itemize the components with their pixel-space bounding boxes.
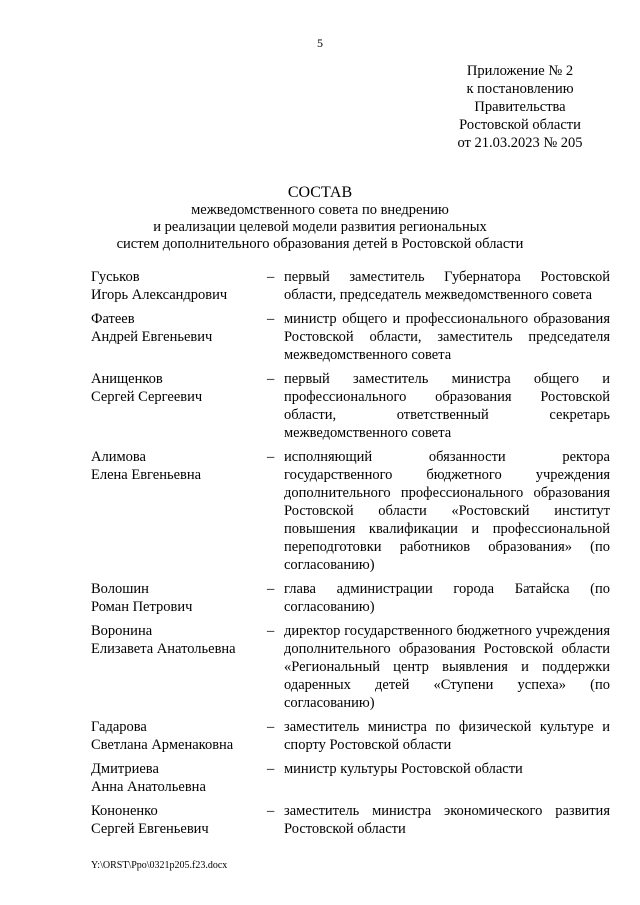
member-dash: – — [267, 581, 275, 597]
subtitle-line: систем дополнительного образования детей в Ростовской области — [116, 236, 524, 252]
file-path-footer: Y:\ORST\Ppo\0321p205.f23.docx — [91, 860, 228, 871]
appendix-block — [440, 62, 600, 152]
subtitle-line: и реализации целевой модели развития региональных — [153, 219, 487, 235]
member-dash: – — [267, 761, 275, 777]
member-dash: – — [267, 371, 275, 387]
member-name — [91, 268, 267, 304]
member-role: директор государственного бюджетного учреждения дополнительного образования Ростовской области «Региональный центр выявления и поддержки одаренных детей «Ступени успеха» (по согласованию) — [284, 623, 610, 711]
member-surname: Гуськов — [91, 269, 140, 285]
member-given-name: Сергей Сергеевич — [91, 389, 203, 405]
member-name — [91, 310, 267, 346]
member-surname: Волошин — [91, 581, 149, 597]
member-given-name: Андрей Евгеньевич — [91, 329, 213, 345]
page-number: 5 — [317, 36, 323, 50]
member-given-name: Игорь Александрович — [91, 287, 228, 303]
member-name — [91, 718, 267, 754]
member-given-name: Сергей Евгеньевич — [91, 821, 209, 837]
member-role: заместитель министра экономического развития Ростовской области — [284, 803, 610, 837]
member-name — [91, 448, 267, 484]
member-row — [91, 760, 610, 796]
member-name — [91, 802, 267, 838]
member-role: первый заместитель министра общего и профессионального образования Ростовской области, ответственный секретарь межведомственного совета — [284, 371, 610, 441]
member-dash: – — [267, 449, 275, 465]
member-role: глава администрации города Батайска (по согласованию) — [284, 581, 610, 615]
member-row — [91, 370, 610, 442]
member-dash: – — [267, 803, 275, 819]
member-given-name: Анна Анатольевна — [91, 779, 206, 795]
members-list — [91, 268, 610, 838]
member-role: министр культуры Ростовской области — [284, 761, 523, 777]
member-dash: – — [267, 269, 275, 285]
member-given-name: Светлана Арменаковна — [91, 737, 234, 753]
member-given-name: Роман Петрович — [91, 599, 193, 615]
member-given-name: Елена Евгеньевна — [91, 467, 202, 483]
member-surname: Фатеев — [91, 311, 135, 327]
member-surname: Анищенков — [91, 371, 163, 387]
member-name — [91, 580, 267, 616]
member-surname: Дмитриева — [91, 761, 159, 777]
appendix-line: Приложение № 2 — [466, 63, 574, 79]
member-role: первый заместитель Губернатора Ростовской области, председатель межведомственного совета — [284, 269, 610, 303]
appendix-line: Правительства — [474, 99, 566, 115]
member-surname: Алимова — [91, 449, 146, 465]
subtitle-line: межведомственного совета по внедрению — [191, 202, 449, 218]
member-surname: Кононенко — [91, 803, 158, 819]
appendix-line: Ростовской области — [459, 117, 581, 133]
member-row — [91, 718, 610, 754]
member-role: заместитель министра по физической культуре и спорту Ростовской области — [284, 719, 610, 753]
member-given-name: Елизавета Анатольевна — [91, 641, 236, 657]
member-row — [91, 802, 610, 838]
member-dash: – — [267, 623, 275, 639]
appendix-line: от 21.03.2023 № 205 — [457, 135, 583, 151]
member-row — [91, 268, 610, 304]
member-surname: Воронина — [91, 623, 153, 639]
document-title: СОСТАВ — [287, 184, 353, 201]
member-row — [91, 310, 610, 364]
member-name — [91, 622, 267, 658]
member-surname: Гадарова — [91, 719, 147, 735]
member-row — [91, 580, 610, 616]
member-dash: – — [267, 311, 275, 327]
member-dash: – — [267, 719, 275, 735]
title-block — [0, 183, 640, 253]
member-row — [91, 622, 610, 712]
member-name — [91, 760, 267, 796]
member-role: исполняющий обязанности ректора государственного бюджетного учреждения дополнительного профессионального образования Ростовской области «Ростовский институт повышения квалификации и профессиональной переподготовки работников образования» (по согласованию) — [284, 449, 610, 573]
member-role: министр общего и профессионального образования Ростовской области, заместитель председателя межведомственного совета — [284, 311, 610, 363]
member-row — [91, 448, 610, 574]
member-name — [91, 370, 267, 406]
appendix-line: к постановлению — [466, 81, 574, 97]
